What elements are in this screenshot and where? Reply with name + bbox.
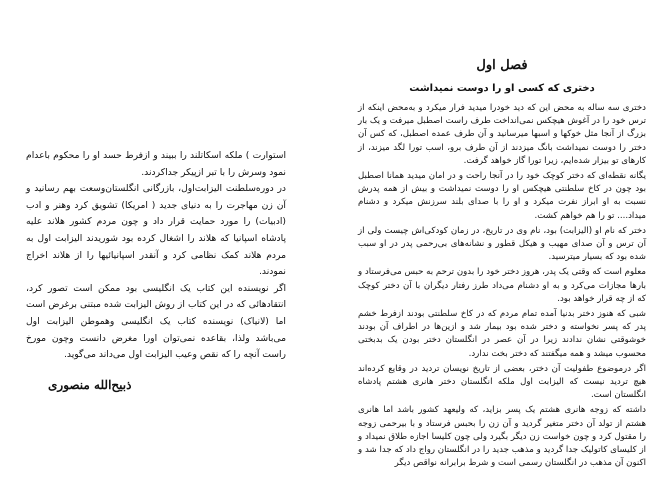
right-paragraph-7: داشته که زوجه هانری هشتم یک پسر بزاید، که ولیعهد کشور باشد اما هانری هشتم از تولد آن دختر متغیر گردید و آن زن را بحبس فرستاد و با بیرحمی زوجه را مقتول کرد و چون خواست زن دیگر بگیرد ولی چون کلیسا اجازه طلاق نمیداد و از کلیسای کاتولیک جدا گردید و مذهب جدید را در انگلستان رواج داد که جدا شد و اکنون آن مذهب در انگلستان رسمی است و شرط برابرانه نواقص دیگر <box>358 405 646 469</box>
left-paragraph-3: اگر نویسنده این کتاب یک انگلیسی بود ممکن است تصور کرد، انتقادهائی که در این کتاب از روش الیزابت شده مبتنی برغرض است اما (لانیاک) نویسنده کتاب یک انگلیسی وهموطن الیزابت اول می‌باشد ولذا، بقاعده نمی‌توان اورا مغرض دانست وچون مورخ راست آنچه را که نقص وعیب الیزابت اول می‌داند می‌گوید. <box>26 282 286 361</box>
right-paragraph-3: دختر که نام او (الیزابت) بود، نام وی در تاریخ، در زمان کودکی‌اش چیست ولی از آن ترس و آن صدای مهیب و هیکل قطور و نشانه‌های بی‌رحمی پدر در او سبب شده بود که بسیار میترسید. <box>358 225 646 263</box>
right-paragraph-6: اگر درموضوع طفولیت آن دختر، بعضی از تاریخ نویسان تردید در وقایع کرده‌اند هیچ تردید نیست که الیزابت اول ملکه انگلستان دختر هانری هشتم پادشاه انگلستان است. <box>358 363 646 401</box>
right-paragraph-5: شبی که هنوز دختر بدنیا آمده تمام مردم که در کاخ سلطنتی بودند از‌فرط خشم پدر که پسر نخواسته و دختر شده بود بیمار شد و ازین‌ها در اطراف آن بودند خوشوقتی نشان ندادند زیرا در آن عصر در انگلستان دختر بودن یک بدبختی محسوب میشد و همه میگفتند که دختر بخت ندارد. <box>358 309 646 359</box>
right-paragraph-2: یگانه نقطه‌ای که دختر کوچک خود را در آنجا راحت و در امان میدید همانا اصطبل بود چون در کاخ سلطنتی هیچکس او را دوست نمیداشت و بیش از همه پدرش نسبت به او ابراز نفرت میکرد و او را با صدای بلند سرزنش میکرد و دشنام میداد.... تو را هم خواهم کشت. <box>358 171 646 221</box>
left-page <box>0 0 300 496</box>
right-paragraph-1: دختری سه ساله به محض این که دید خودرا میدید فرار میکرد و به‌محض اینکه از ترس خود را در آغوش هیچکس نمی‌انداخت طرف راست اصطبل میرفت و یک بار بزرگ از آنجا مثل خوکها و اسبها میرسانید و آن طرف عمده اصطبل، که کس آن دختر را دوست نمیداشت بانگ میزدند از آن طرف برو، اسب تورا لگد میزند، از کارهای تو بیزار شده‌ایم، زیرا تورا گاز خواهد گرفت. <box>358 103 646 166</box>
page-gutter <box>300 0 344 496</box>
right-page <box>344 0 662 496</box>
left-paragraph-1: استوارت ) ملکه اسکاتلند را ببیند و ازفرط حسد او را محکوم باعدام نمود وسرش را با تبر ازپیکر جداکردند. <box>26 150 286 178</box>
author-signature: ذبیح‌الله منصوری <box>48 377 132 392</box>
section-title: دختری که کسی او را دوست نمیداشت <box>409 83 595 94</box>
left-paragraph-2: در دوره‌سلطنت الیزابت‌اول، بازرگانی انگلستان‌وسعت بهم رسانید و آن زن مهاجرت را به دنیای جدید ( امریکا) تشویق کرد وهنر و ادب (ادبیات) را مورد حمایت قرار داد و چون مردم کشور هلاند علیه پادشاه اسپانیا که هلاند را اشغال کرده بود شوریدند الیزابت اول به مردم هلاند کمک نظامی کرد و آنقدر اسپانیائیها را از هلاند اخراج نمودند. <box>26 183 286 278</box>
right-paragraph-4: معلوم است که وقتی یک پدر، هروز دختر خود را بدون ترحم به حبس می‌فرستاد و بارها مجازات می‌کرد و به او دشنام می‌داد طرز رفتار دیگران با آن دختر کوچک که از چه قرار خواهد بود. <box>358 267 646 304</box>
chapter-title: فصل اول <box>476 58 528 73</box>
